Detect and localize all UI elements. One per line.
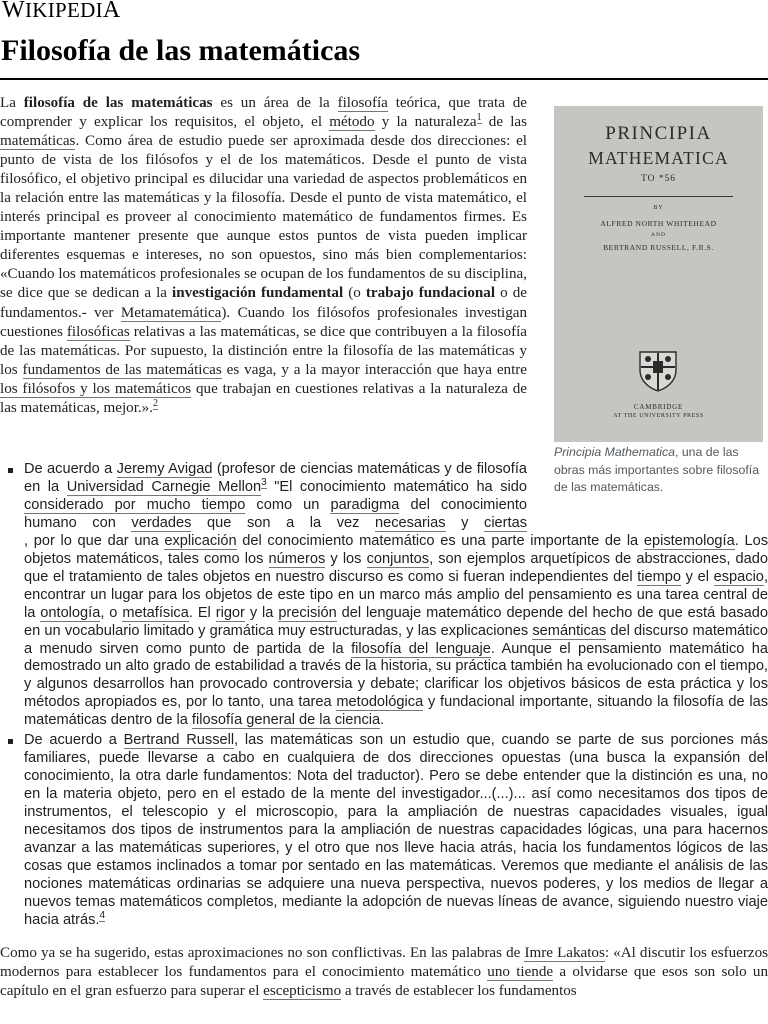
page-title: Filosofía de las matemáticas — [1, 34, 361, 67]
link-carnegie[interactable]: Universidad Carnegie Mellon — [66, 478, 262, 495]
lead-paragraph: La filosofía de las matemáticas es un área de la filosofía teórica, que trata de comprender y explicar los requisitos, el objeto, el método y la naturaleza$^1$ de las matemáticas. Como área de estudio puede ser aproximada desde dos direcciones: el punto de vista de los filósofos y el de los matemáticos. Desde el punto de vista filosófico, el objetivo principal es dilucidar una variedad de aspectos problemáticos en la relación entre las matemáticas y la filosofía. Desde el punto de vista matemático, el interés principal es proveer al conocimiento matemático de fundamentos firmes. Es importante mantener presente que aunque estos puntos de vista pueden implicar diferentes esquemas e intereses, no son opuestos, sino más bien complementarios: «Cuando los matemáticos profesionales se ocupan de los fundamentos de su disciplina, se dice que se dedican a la investigación fundamental (o trabajo fundacional o de fundamentos.- ver Metamatemática). Cuando los filósofos profesionales investigan cuestiones filosóficas relativas a las matemáticas, se dice que contribuyen a la filosofía de las matemáticas. Por supuesto, la distinción entre la filosofía de las matemáticas y los fundamentos de las matemáticas es vaga, y a la mayor interacción que haya entre los filósofos y los matemáticos que trabajan en cuestiones relativas a la naturaleza de las matemáticas, mejor.».$^2$ — [0, 95, 528, 416]
link-avigad[interactable]: Jeremy Avigad — [116, 461, 213, 477]
logo-final: A — [102, 0, 121, 23]
link-explicacion[interactable]: explicación — [164, 532, 237, 549]
infobox-figure — [554, 106, 763, 497]
link-rigor[interactable]: rigor — [215, 604, 245, 621]
book-author1: ALFRED NORTH WHITEHEAD — [600, 219, 717, 228]
link-ciertas[interactable]: ciertas — [484, 514, 527, 531]
link-metamatematica[interactable]: Metamatemática — [120, 304, 222, 321]
link-ontologia[interactable]: ontología — [40, 604, 101, 621]
list-item: De acuerdo a Bertrand Russell, las matemáticas son un estudio que, cuando se parte de sus porciones más familiares, puede llevarse a cabo en cualquiera de dos direcciones opuestas (una busca la expansión del conocimiento, la otra darle fundamentos: Nota del traductor). Pero se debe entender que la distinción es una, no en la materia objeto, pero en el estado de la mente del investigador...(...)... así como necesitamos dos tipos de instrumentos, el telescopio y el microscopio, para la ampliación de nuestras capacidades visuales, igual necesitamos dos tipos de instrumentos para la ampliación de nuestras capacidades lógicas, una para hacernos avanzar a las matemáticas superiores, y el otro que nos lleve hacia atrás, hacia los fundamentos lógicos de las cosas que estamos inclinados a tomar por sentado en las matemáticas. Veremos que mediante el análisis de las nociones matemáticas ordinarias se adquiere una nueva perspectiva, nuevos poderes, y los medios de llegar a nuevos temas matemáticos completos, mediante la adopción de nuevas líneas de avance, siguiendo nuestro viaje hacia atrás.$^4$ — [8, 732, 768, 929]
link-uno-tiende[interactable]: uno tiende — [487, 964, 554, 981]
closing-paragraph: Como ya se ha sugerido, estas aproximaciones no son conflictivas. En las palabras de Imre Lakatos: «Al discutir los esfuerzos modernos para establecer los fundamentos para el conocimiento matemático uno tiende a olvidarse que esos son solo un capítulo en el gran esfuerzo para superar el escepticismo a través de establecer los fundamentos — [0, 945, 768, 1000]
link-espacio[interactable]: espacio — [713, 568, 764, 585]
bold-term: filosofía de las matemáticas — [23, 95, 213, 111]
reference-3[interactable]: 3 — [261, 476, 267, 488]
bullet-list — [8, 461, 768, 930]
book-rule — [584, 196, 733, 197]
figure-caption: Principia Mathematica, una de las obras más importantes sobre filosofía de las matemáticas. — [554, 445, 760, 495]
book-and: AND — [651, 232, 666, 238]
wikipedia-logo[interactable] — [2, 0, 121, 24]
bullet-icon — [8, 739, 13, 744]
link-filosofos[interactable]: los filósofos y los matemáticos — [0, 380, 192, 397]
book-publisher: CAMBRIDGE — [633, 403, 684, 411]
link-epistemologia[interactable]: epistemología — [643, 532, 735, 549]
link-metodologica[interactable]: metodológica — [336, 694, 424, 711]
book-publisher-sub: AT THE UNIVERSITY PRESS — [613, 413, 704, 419]
list-item: De acuerdo a Jeremy Avigad (profesor de ciencias matemáticas y de filosofía en la Universidad Carnegie Mellon$^3$ "El conocimiento matemático ha sido considerado por mucho tiempo como un paradigma del conocimiento humano con verdades que son a la vez necesarias y ciertas , por lo que dar una explicación del conocimiento matemático es una parte importante de la epistemología. Los objetos matemáticos, tales como los números y los conjuntos, son ejemplos arquetípicos de abstracciones, dado que el tratamiento de tales objetos en nuestro discurso es como si fueran independientes del tiempo y el espacio, encontrar un lugar para los objetos de este tipo en un marco más amplio del pensamiento es una tarea central de la ontología, o metafísica. El rigor y la precisión del lenguaje matemático depende del hecho de que está basado en un vocabulario limitado y gramática muy estructuradas, y las explicaciones semánticas del discurso matemático a menudo sirven como punto de partida de la filosofía del lenguaje. Aunque el pensamiento matemático ha demostrado un alto grado de estabilidad a través de la historia, su práctica también ha evolucionado con el tiempo, y algunos desarrollos han provocado controversia y debate; clarificar los objetivos básicos de esta práctica y los métodos apropiados es, por lo tanto, una tarea metodológica y fundacional importante, situando la filosofía de las matemáticas dentro de la filosofía general de la ciencia. — [8, 461, 768, 730]
link-fundamentos[interactable]: fundamentos de las matemáticas — [22, 361, 222, 378]
logo-middle: IKIPEDI — [24, 0, 103, 22]
link-filosoficas[interactable]: filosóficas — [66, 323, 130, 340]
cambridge-crest-icon — [636, 348, 680, 392]
link-matematicas[interactable]: matemáticas — [0, 133, 76, 150]
title-divider — [0, 78, 768, 80]
link-filosofia-ciencia[interactable]: filosofía general de la ciencia — [191, 712, 381, 729]
book-title-line1: PRINCIPIA — [605, 123, 712, 144]
link-metodo[interactable]: método — [329, 114, 375, 131]
bold-term: investigación fundamental — [172, 285, 344, 302]
link-conjuntos[interactable]: conjuntos — [366, 550, 430, 567]
link-paradigma[interactable]: paradigma — [330, 496, 400, 513]
caption-book-title: Principia Mathematica — [554, 445, 675, 459]
logo-initial: W — [2, 0, 25, 23]
link-metafisica[interactable]: metafísica — [122, 604, 189, 621]
link-escepticismo[interactable]: escepticismo — [263, 983, 342, 1000]
bullet-icon — [8, 468, 13, 473]
link-necesarias[interactable]: necesarias — [374, 514, 446, 531]
link-precision[interactable]: precisión — [278, 604, 337, 621]
reference-2[interactable]: 2 — [153, 397, 158, 409]
book-author2: BERTRAND RUSSELL, F.R.S. — [603, 243, 714, 252]
link-verdades[interactable]: verdades — [131, 514, 192, 531]
link-russell[interactable]: Bertrand Russell — [123, 732, 235, 749]
link-numeros[interactable]: números — [268, 550, 326, 567]
reference-4[interactable]: 4 — [99, 909, 106, 921]
link-filosofia-lenguaje[interactable]: filosofía del lenguaje — [351, 640, 491, 657]
book-by: BY — [653, 205, 664, 211]
link-filosofia[interactable]: filosofía — [337, 95, 388, 111]
link-lakatos[interactable]: Imre Lakatos — [524, 945, 605, 961]
reference-1[interactable]: 1 — [476, 112, 482, 124]
book-title-line2: MATHEMATICA — [588, 148, 729, 168]
link-considerado[interactable]: considerado por mucho tiempo — [24, 496, 246, 513]
bold-term: trabajo fundacional — [365, 285, 496, 302]
book-cover-image[interactable] — [554, 106, 763, 442]
link-tiempo[interactable]: tiempo — [637, 568, 682, 585]
link-semanticas[interactable]: semánticas — [532, 622, 607, 639]
book-volume: TO *56 — [640, 174, 677, 184]
